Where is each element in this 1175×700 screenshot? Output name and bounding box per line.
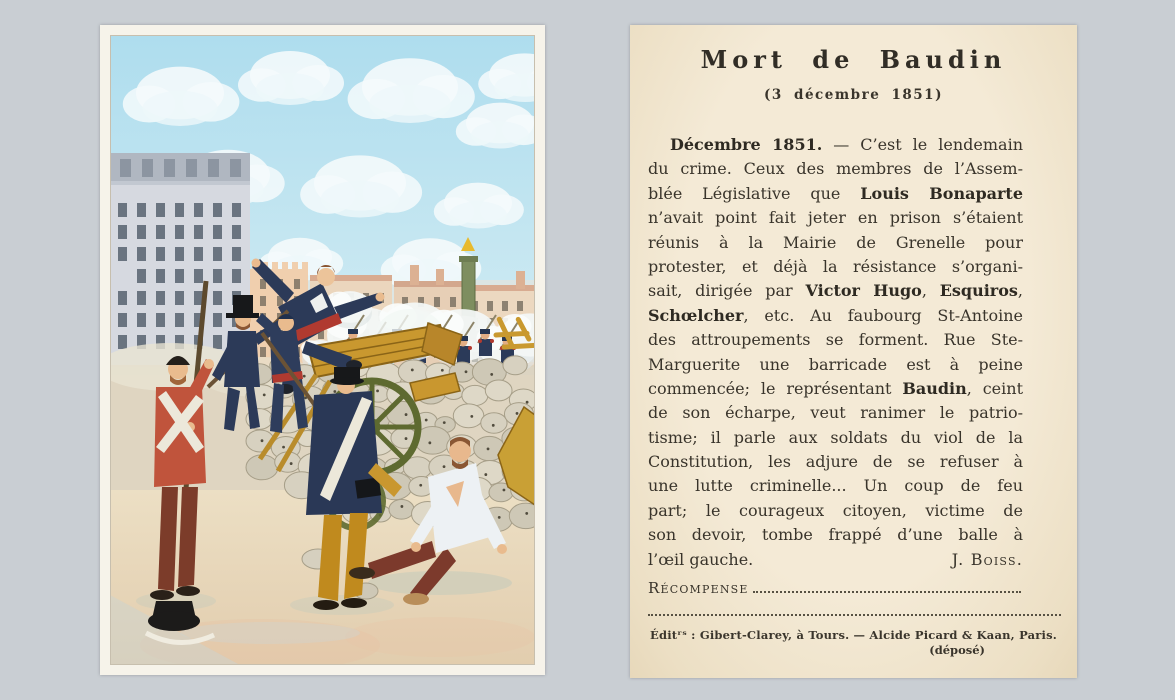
card-front bbox=[100, 25, 545, 675]
card-back bbox=[630, 25, 1077, 678]
body-paragraph bbox=[648, 133, 1023, 548]
paragraph-line: réunis à la Mairie de Grenelle pour bbox=[648, 232, 1023, 252]
paragraph-line: du crime. Ceux des membres de l’Assem- bbox=[648, 159, 1023, 179]
barricade-illustration bbox=[110, 35, 535, 665]
paragraph-line: son devoir, tombe frappé d’une balle à bbox=[648, 525, 1023, 545]
recompense-label: Récompense bbox=[648, 579, 749, 598]
paragraph-line: blée Législative que Louis Bonaparte bbox=[648, 183, 1023, 203]
paragraph-line: Décembre 1851. — C’est le lendemain bbox=[670, 135, 1023, 154]
paragraph-line: Marguerite une barricade est à peine bbox=[648, 354, 1023, 374]
deposit-note: (déposé) bbox=[929, 643, 985, 658]
paragraph-line: Schœlcher, etc. Au faubourg St-Antoine bbox=[648, 305, 1023, 325]
paragraph-line: sait, dirigée par Victor Hugo, Esquiros, bbox=[648, 281, 1023, 301]
paragraph-line: Constitution, les adjure de se refuser à bbox=[648, 452, 1023, 472]
last-line-text: l’œil gauche. bbox=[648, 549, 754, 569]
paragraph-line: protester, et déjà la résistance s’organi- bbox=[648, 256, 1023, 276]
paragraph-line: part; le courageux citoyen, victime de bbox=[648, 500, 1023, 520]
publisher-imprint: Éditʳˢ : Gibert-Clarey, à Tours. — Alcide Picard & Kaan, Paris. bbox=[650, 628, 1057, 643]
paragraph-line: des attroupements se forment. Rue Ste- bbox=[648, 330, 1023, 350]
dotted-leader-line bbox=[753, 591, 1021, 593]
paragraph-last-line bbox=[648, 548, 1023, 572]
paragraph-line: une lutte criminelle... Un coup de feu bbox=[648, 476, 1023, 496]
paragraph-line: commencée; le représentant Baudin, ceint bbox=[648, 378, 1023, 398]
paragraph-line: tisme; il parle aux soldats du viol de la bbox=[648, 427, 1023, 447]
recompense-row bbox=[648, 575, 1023, 597]
dotted-divider bbox=[648, 614, 1061, 616]
card-subtitle: (3 décembre 1851) bbox=[764, 87, 943, 103]
card-title: Mort de Baudin bbox=[700, 45, 1007, 74]
paragraph-line: n’avait point fait jeter en prison s’étaient bbox=[648, 208, 1023, 228]
paragraph-line: de son écharpe, veut ranimer le patrio- bbox=[648, 403, 1023, 423]
author-signature: J. Boiss. bbox=[951, 549, 1023, 569]
